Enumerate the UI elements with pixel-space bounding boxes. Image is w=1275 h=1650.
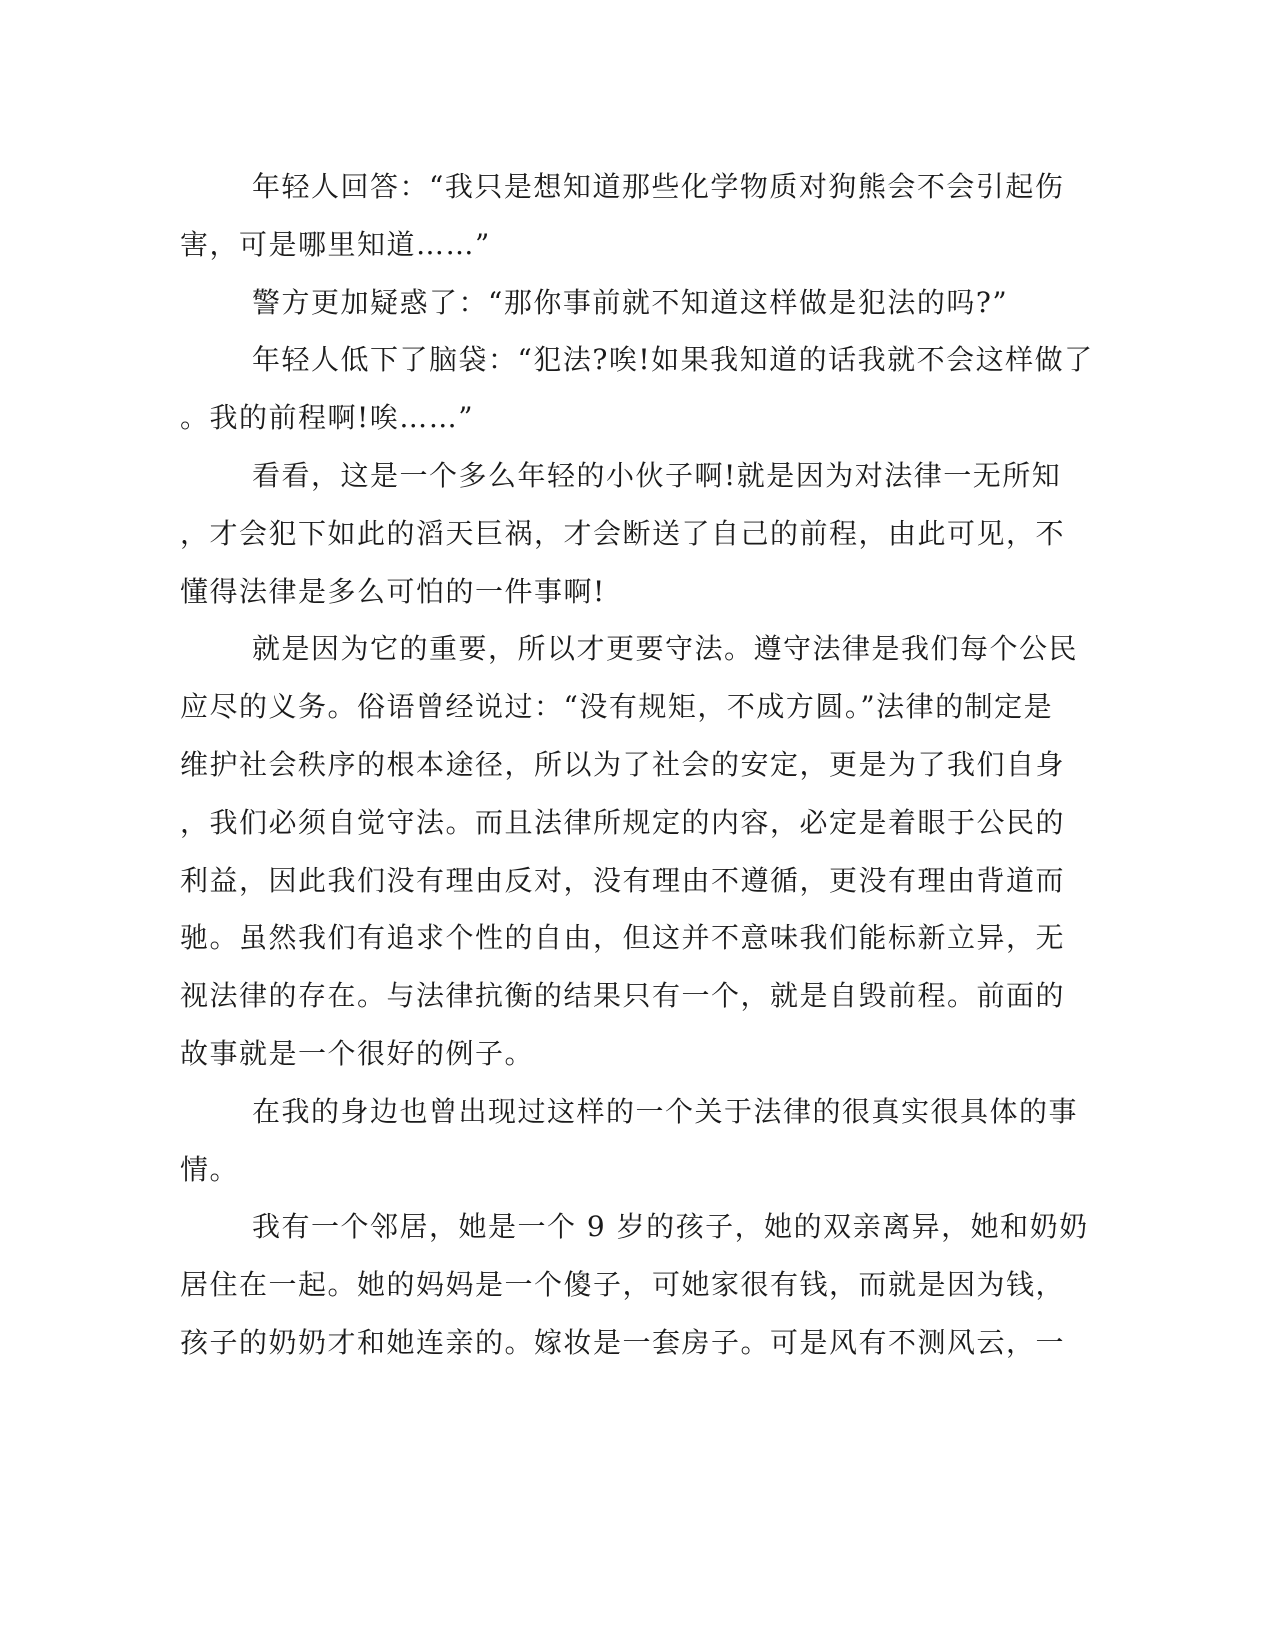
paragraph-line: 。我的前程啊!唉……”	[180, 401, 475, 435]
paragraph-line: 故事就是一个很好的例子。	[180, 1036, 535, 1070]
paragraph-line: 应尽的义务。俗语曾经说过：“没有规矩，不成方圆。”法律的制定是	[180, 690, 1054, 724]
document-body	[180, 158, 1094, 1372]
paragraph	[180, 158, 1065, 274]
paragraph	[180, 274, 1040, 332]
paragraph-line: 年轻人回答：“我只是想知道那些化学物质对狗熊会不会引起伤	[252, 170, 1065, 203]
paragraph	[180, 331, 1094, 447]
paragraph-line: ，我们必须自觉守法。而且法律所规定的内容，必定是着眼于公民的	[180, 805, 1066, 839]
paragraph-line: 在我的身边也曾出现过这样的一个关于法律的很真实很具体的事	[252, 1094, 1079, 1128]
paragraph-line: 我有一个邻居，她是一个 9 岁的孩子，她的双亲离异，她和奶奶	[252, 1210, 1089, 1244]
paragraph-line: 维护社会秩序的根本途径，所以为了社会的安定，更是为了我们自身	[180, 747, 1066, 781]
paragraph-line: ，才会犯下如此的滔天巨祸，才会断送了自己的前程，由此可见，不	[180, 516, 1066, 550]
paragraph	[180, 447, 1066, 620]
paragraph-line: 孩子的奶奶才和她连亲的。嫁妆是一套房子。可是风有不测风云，一	[180, 1325, 1066, 1359]
paragraph-line: 看看，这是一个多么年轻的小伙子啊!就是因为对法律一无所知	[252, 458, 1062, 492]
paragraph-line: 就是因为它的重要，所以才更要守法。遵守法律是我们每个公民	[252, 632, 1079, 666]
paragraph-line: 驰。虽然我们有追求个性的自由，但这并不意味我们能标新立异，无	[180, 921, 1066, 955]
paragraph	[180, 1083, 1079, 1199]
paragraph-line: 情。	[180, 1152, 240, 1186]
paragraph-line: 警方更加疑惑了：“那你事前就不知道这样做是犯法的吗?”	[252, 285, 1009, 319]
paragraph-line: 视法律的存在。与法律抗衡的结果只有一个，就是自毁前程。前面的	[180, 979, 1066, 1013]
paragraph-line: 利益，因此我们没有理由反对，没有理由不遵循，更没有理由背道而	[180, 863, 1066, 897]
paragraph-line: 居住在一起。她的妈妈是一个傻子，可她家很有钱，而就是因为钱，	[180, 1268, 1066, 1302]
paragraph-line: 懂得法律是多么可怕的一件事啊!	[180, 574, 606, 608]
paragraph-line: 年轻人低下了脑袋：“犯法?唉!如果我知道的话我就不会这样做了	[252, 343, 1094, 377]
paragraph	[180, 1198, 1089, 1371]
paragraph-line: 害，可是哪里知道……”	[180, 227, 491, 261]
paragraph	[180, 620, 1079, 1082]
